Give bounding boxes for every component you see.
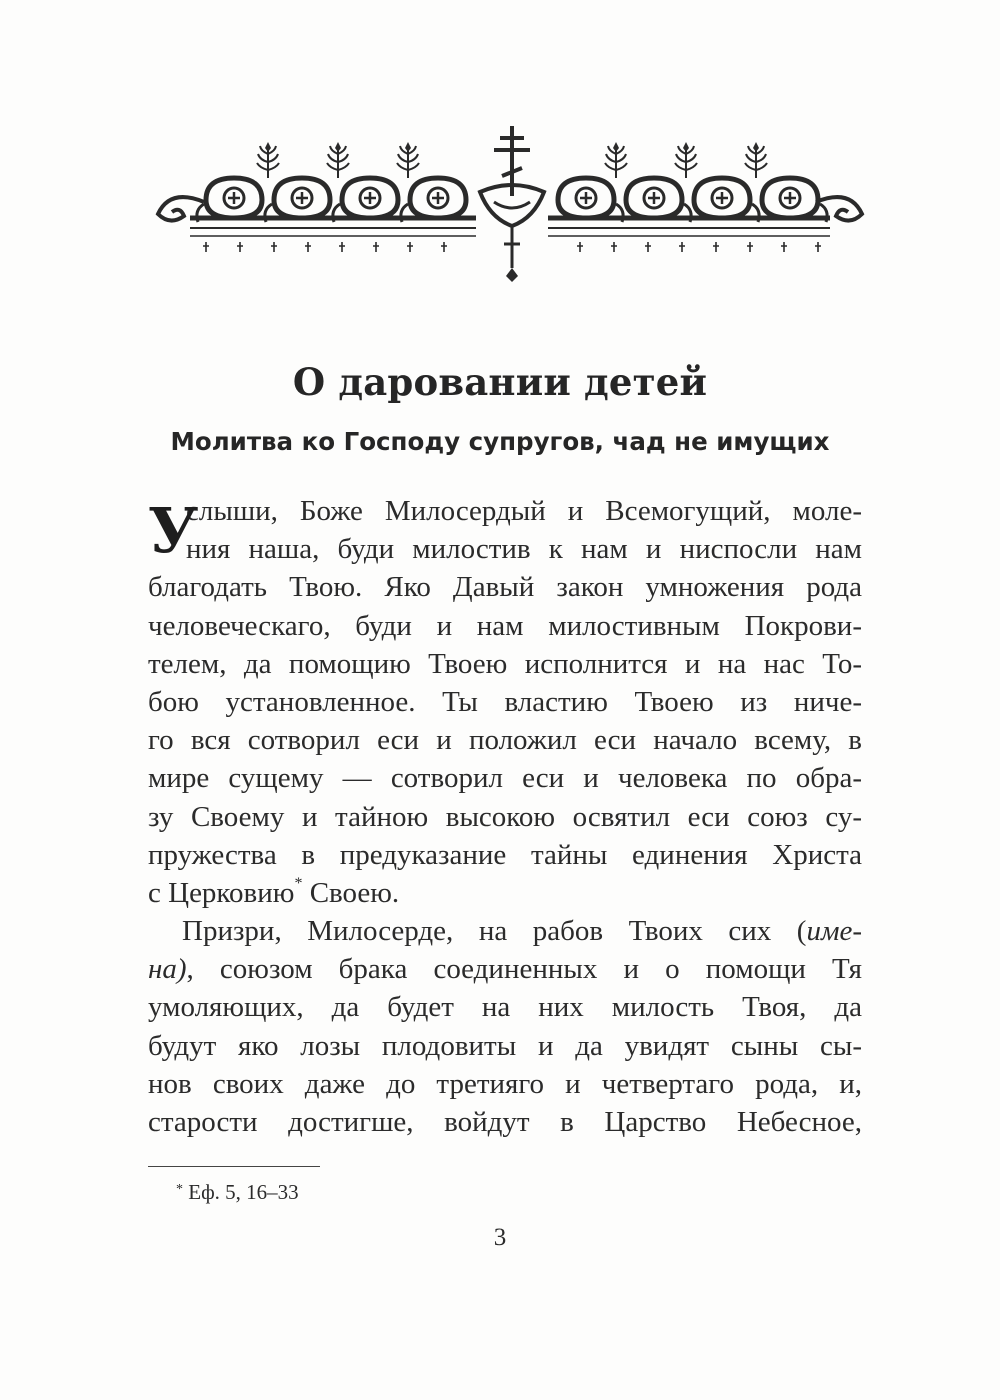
text-line: нов своих даже до третияго и четвертаго рода, и, [148,1067,862,1100]
text-line: слыши, Боже Милосердый и Всемогущий, моле- [186,495,862,527]
drop-cap: У [148,494,199,567]
text-line: зу Своему и тайною высокою освятил еси союз су- [148,800,862,833]
text-line [148,874,862,912]
prayer-body [148,492,862,1141]
text-fragment: , союзом брака соединенных и о помощи Тя [186,953,862,986]
italic-fragment: на) [148,953,187,986]
italic-fragment: име- [806,915,862,948]
text-line: человеческаго, буди и нам милостивным Покрови- [148,609,862,642]
text-line: ния наша, буди милостив к нам и ниспосли нам [186,533,862,566]
text-line: бою установленное. Ты властию Твоею из ниче- [148,685,862,718]
text-line [148,950,862,988]
text-line: благодать Твою. Яко Давый закон умножения рода [148,571,862,604]
text-fragment: с Церковию [148,876,295,909]
text-line: мире сущему — сотворил еси и человека по обра- [148,762,862,795]
footnote-mark: * [176,1182,183,1197]
text-fragment: Призри, Милосерде, на рабов Твоих сих ( [182,915,807,948]
footnote-divider [148,1166,320,1167]
footnote [176,1180,299,1205]
text-fragment: Своею. [302,876,400,909]
page-title: О даровании детей [292,360,708,404]
text-line: будут яко лозы плодовиты и да увидят сыны сы- [148,1029,862,1062]
text-line: телем, да помощию Твоею исполнится и на нас То- [148,647,862,680]
text-line: го вся сотворил еси и положил еси начало всему, в [148,724,862,757]
text-line: пружества в предуказание тайны единения Христа [148,838,862,871]
footnote-reference: * [294,874,303,892]
page-number: 3 [493,1224,507,1251]
prayer-subtitle: Молитва ко Господу супругов, чад не имущих [170,427,830,456]
footnote-text: Еф. 5, 16–33 [183,1180,299,1204]
text-line [148,912,862,950]
text-line: умоляющих, да будет на них милость Твоя, да [148,991,862,1024]
orthodox-cross-ornament-icon [150,118,870,283]
text-line: старости достигше, войдут в Царство Небесное, [148,1106,862,1138]
